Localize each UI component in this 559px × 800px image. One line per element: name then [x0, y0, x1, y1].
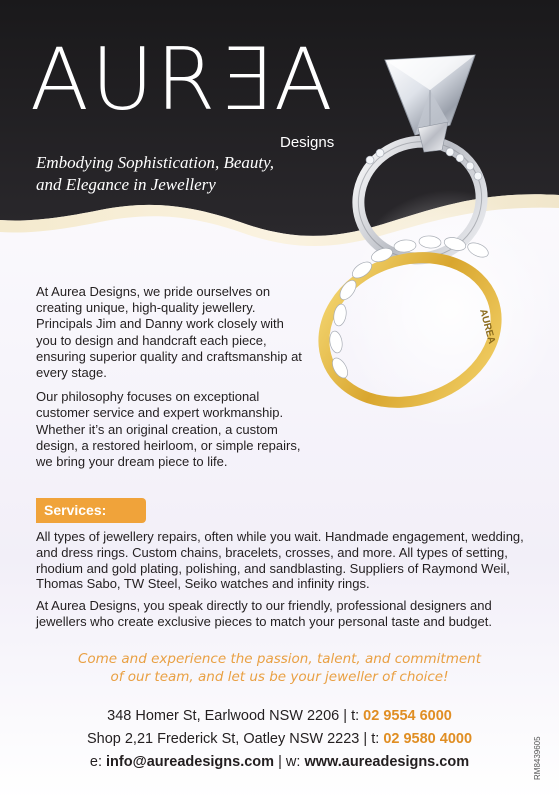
- contact-line-earlwood: [20, 705, 539, 728]
- services-paragraph-1: All types of jewellery repairs, often while you wait. Handmade engagement, wedding, and dress rings. Custom chains, bracelets, crosses, and more. All types of setting, rhodium and gold plating, polishing, and sandblasting. Suppliers of Raymond Weil, Thomas Sabo, TW Steel, Seiko watches and infinity rings.: [36, 529, 524, 592]
- phone-oatley[interactable]: 02 9580 4000: [383, 731, 473, 747]
- diamond-rings-image: [300, 50, 550, 430]
- slogan: [20, 650, 539, 686]
- reference-code: RM8439605: [533, 736, 542, 780]
- tagline-line-1: Embodying Sophistication, Beauty,: [36, 153, 274, 172]
- contact-line-oatley: [20, 728, 539, 751]
- address-earlwood: 348 Homer St, Earlwood NSW 2206: [107, 708, 340, 724]
- phone-earlwood[interactable]: 02 9554 6000: [363, 708, 452, 724]
- slogan-line-1: Come and experience the passion, talent, and commitment: [77, 651, 482, 667]
- separator: |: [343, 708, 348, 724]
- logo-wordmark: AURƎA: [30, 30, 335, 130]
- center-diamond: [385, 55, 475, 152]
- contact-line-online: [20, 751, 539, 774]
- intro-section: [36, 284, 306, 478]
- address-oatley: Shop 2,21 Frederick St, Oatley NSW 2223: [86, 731, 360, 747]
- tagline-line-2: and Elegance in Jewellery: [36, 175, 216, 194]
- email-link[interactable]: info@aureadesigns.com: [106, 754, 275, 770]
- ring-engraving: AUREA: [477, 307, 497, 346]
- services-heading: Services:: [36, 498, 146, 523]
- intro-paragraph-1: At Aurea Designs, we pride ourselves on creating unique, high-quality jewellery. Principals Jim and Danny work closely with you to design and handcraft each piece, ensuring superior quality and craftsmanship at every stage.: [36, 284, 302, 381]
- contact-block: [20, 705, 539, 774]
- services-section: [36, 529, 528, 636]
- website-link[interactable]: www.aureadesigns.com: [304, 754, 470, 770]
- phone-label: t:: [351, 708, 360, 724]
- tagline: [36, 152, 336, 196]
- slogan-line-2: of our team, and let us be your jeweller of choice!: [110, 669, 449, 685]
- separator: |: [278, 754, 282, 770]
- services-paragraph-2: At Aurea Designs, you speak directly to our friendly, professional designers and jewellers who create exclusive pieces to match your personal taste and budget.: [36, 598, 492, 629]
- web-label: w:: [285, 754, 301, 770]
- brand-logo: [30, 30, 340, 151]
- logo-subtitle: Designs: [280, 134, 335, 151]
- intro-paragraph-2: Our philosophy focuses on exceptional customer service and expert workmanship. Whether it’s an original creation, a custom design, a restored heirloom, or simple repairs, we bring your dream piece to life.: [36, 389, 301, 470]
- phone-label: t:: [371, 731, 380, 747]
- email-label: e:: [89, 754, 102, 770]
- separator: |: [363, 731, 368, 747]
